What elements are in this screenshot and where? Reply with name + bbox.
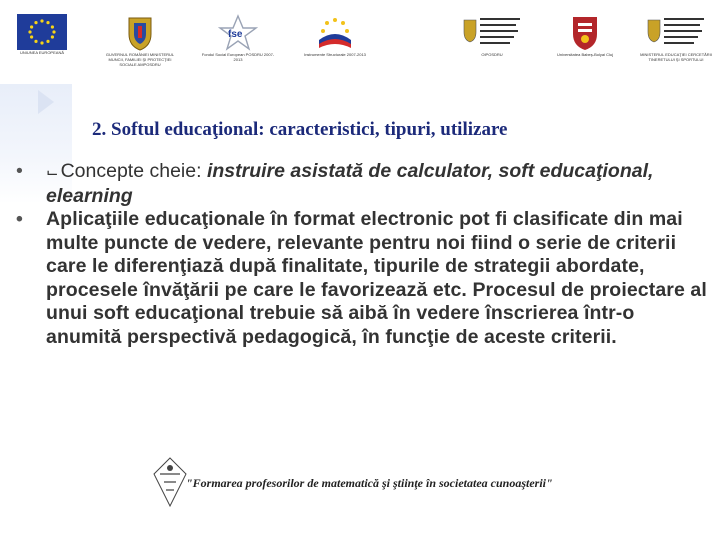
- bullet-text: Aplicaţiile educaţionale în format electronic pot fi clasificate din mai multe puncte de vedere, relevante pentru noi fiind o serie de criterii care le diferenţiază după finalitate, tipurile de strategii abordate, procesele învăţării pe care le favorizează etc. Procesul de proiectare al unui soft educaţional trebuie să aibă în vedere înscrierea într-o anumită perspectivă pedagogică, în funcţie de aceste criterii.: [46, 208, 707, 348]
- svg-text:fse: fse: [228, 29, 243, 40]
- project-logo-icon: [150, 456, 190, 508]
- logo-caption: Instrumente Structurale 2007-2013: [304, 52, 366, 57]
- footer-logo: [150, 456, 190, 513]
- star-icon: [214, 14, 262, 52]
- stars-circle-icon: [311, 14, 359, 52]
- bullet-terms: instruire asistată de calculator, soft educaţional, elearning: [46, 160, 654, 207]
- triangle-icon: [38, 90, 54, 114]
- ministry-crest-icon: [460, 14, 524, 52]
- logo-caption: UNIUNEA EUROPEANĂ: [19, 50, 64, 55]
- slide-title: 2. Softul educaţional: caracteristici, tipuri, utilizare: [92, 119, 508, 140]
- logo-caption: GUVERNUL ROMÂNIEI MINISTERUL MUNCII, FAMILIEI ŞI PROTECŢIEI SOCIALE AMPOSDRU: [105, 52, 175, 67]
- bullet-lead: Concepte cheie:: [60, 160, 207, 182]
- logo-bar: [0, 0, 720, 80]
- fse-logo: [200, 14, 276, 62]
- university-crest-icon: [570, 14, 600, 52]
- eu-flag-icon: [17, 14, 67, 50]
- eu-flag-logo: [14, 14, 70, 55]
- bullet-item: [16, 208, 712, 349]
- footer-project-title: "Formarea profesorilor de matematică şi ştiinţe în societatea cunoaşterii": [186, 476, 553, 490]
- coat-of-arms-icon: [125, 14, 155, 52]
- ministry-logo-1: [456, 14, 528, 57]
- logo-caption: Fondul Social European POSDRU 2007-2013: [201, 52, 275, 62]
- ministry-text: MINISTERUL EDUCAŢIEI CERCETĂRII TINERETULUI ŞI SPORTULUI: [640, 52, 712, 62]
- bullet-marker: •: [16, 160, 23, 182]
- bullet-marker: •: [16, 208, 23, 230]
- university-logo: [552, 14, 618, 57]
- key-symbol-icon: ⌙: [46, 163, 59, 181]
- bullet-list: [16, 160, 712, 349]
- romania-government-logo: [100, 14, 180, 67]
- ministry-logo-2: [640, 14, 712, 62]
- bullet-item: [16, 160, 712, 208]
- instrumente-structurale-logo: [296, 14, 374, 57]
- logo-caption: OIPOSDRU: [481, 52, 503, 57]
- ministry-crest-icon: [644, 14, 708, 52]
- logo-caption: Universitatea Babeş-Bolyai Cluj: [556, 52, 614, 57]
